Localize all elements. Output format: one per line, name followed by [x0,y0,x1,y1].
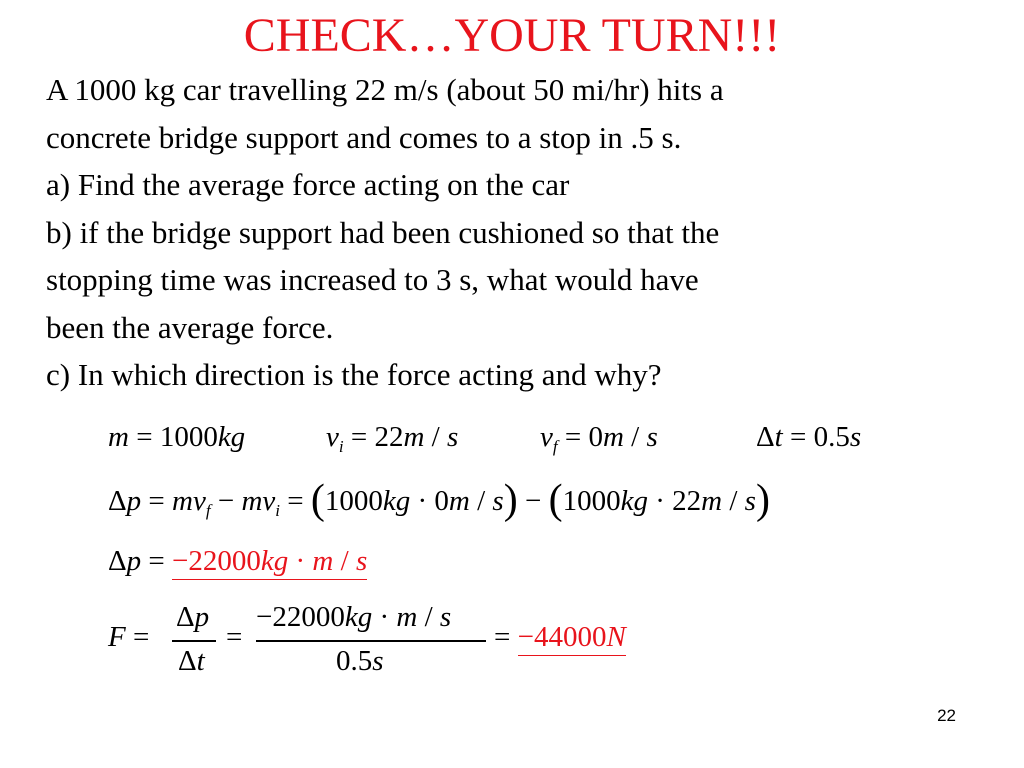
page-number: 22 [937,706,956,725]
force-def-numerator: Δp [176,601,210,633]
force-num-value: −22000 [256,601,345,633]
force-result: = −44000N [494,620,626,654]
vf-unit-m: m [602,421,624,453]
force-den-value: 0.5 [336,645,373,677]
given-initial-velocity: $v_i = 22m / s$ [326,421,459,456]
problem-line: b) if the bridge support had been cushioned so that the [46,214,720,250]
term1-velocity: 0 [434,485,449,517]
dt-unit: s [849,421,862,453]
momentum-result: Δp = −22000kg · m / s [108,544,367,578]
momentum-equation: $\Delta p = mv_f - mv_i = (1000kg \cdot 0m / s) - (1000kg \cdot 22m / s)$ [108,477,770,523]
vf-unit-s: s [646,421,658,453]
slide-title: CHECK…YOUR TURN!!! [243,9,781,62]
term1-mass: 1000 [324,485,383,517]
force-num-unit-s: s [439,601,452,633]
fraction-bar [172,640,216,642]
problem-line: been the average force. [46,309,334,345]
problem-line: stopping time was increased to 3 s, what would have [46,262,699,297]
force-numerator: −22000kg · m / s [256,601,452,633]
force-answer-unit: N [606,621,626,653]
force-answer-value: −44000 [517,621,607,653]
given-time: Δt = 0.5s [756,421,862,453]
dt-value: 0.5 [813,421,850,453]
dp-unit-kg: kg [260,545,289,577]
force-denominator [336,644,384,678]
problem-line: c) In which direction is the force acting and why? [46,357,662,392]
mass-unit: kg [217,421,246,453]
problem-text [46,66,1006,399]
force-def-denominator: Δt [178,645,205,677]
force-num-unit-kg: kg [344,601,373,633]
term1-unit: kg [382,485,411,517]
mass-value: 1000 [159,421,218,453]
vi-value: 22 [374,421,404,453]
force-den-unit: s [372,645,384,677]
vf-value: 0 [588,421,603,453]
term2-mass: 1000 [562,485,621,517]
term2-velocity: 22 [672,485,702,517]
vi-unit-m: m [403,421,425,453]
force-symbol: F = [108,621,150,653]
dp-value: −22000 [172,545,261,577]
fraction-bar [256,640,486,642]
given-final-velocity: $v_f = 0m / s$ [540,421,658,456]
vi-unit-s: s [446,421,459,453]
force-answer [518,621,626,656]
problem-line: concrete bridge support and comes to a stop in .5 s. [46,119,682,155]
dp-unit-s: s [355,545,368,577]
given-mass: m = 1000kg [108,421,246,453]
term2-unit: kg [620,485,648,517]
force-num-unit-m: m [396,601,418,633]
problem-line: a) Find the average force acting on the car [46,167,570,202]
problem-line: A 1000 kg car travelling 22 m/s (about 50 mi/hr) hits a [46,72,724,107]
equals-sign: = [226,621,243,653]
momentum-answer: −22000kg · m / s [172,545,367,580]
dp-unit-m: m [312,545,334,577]
